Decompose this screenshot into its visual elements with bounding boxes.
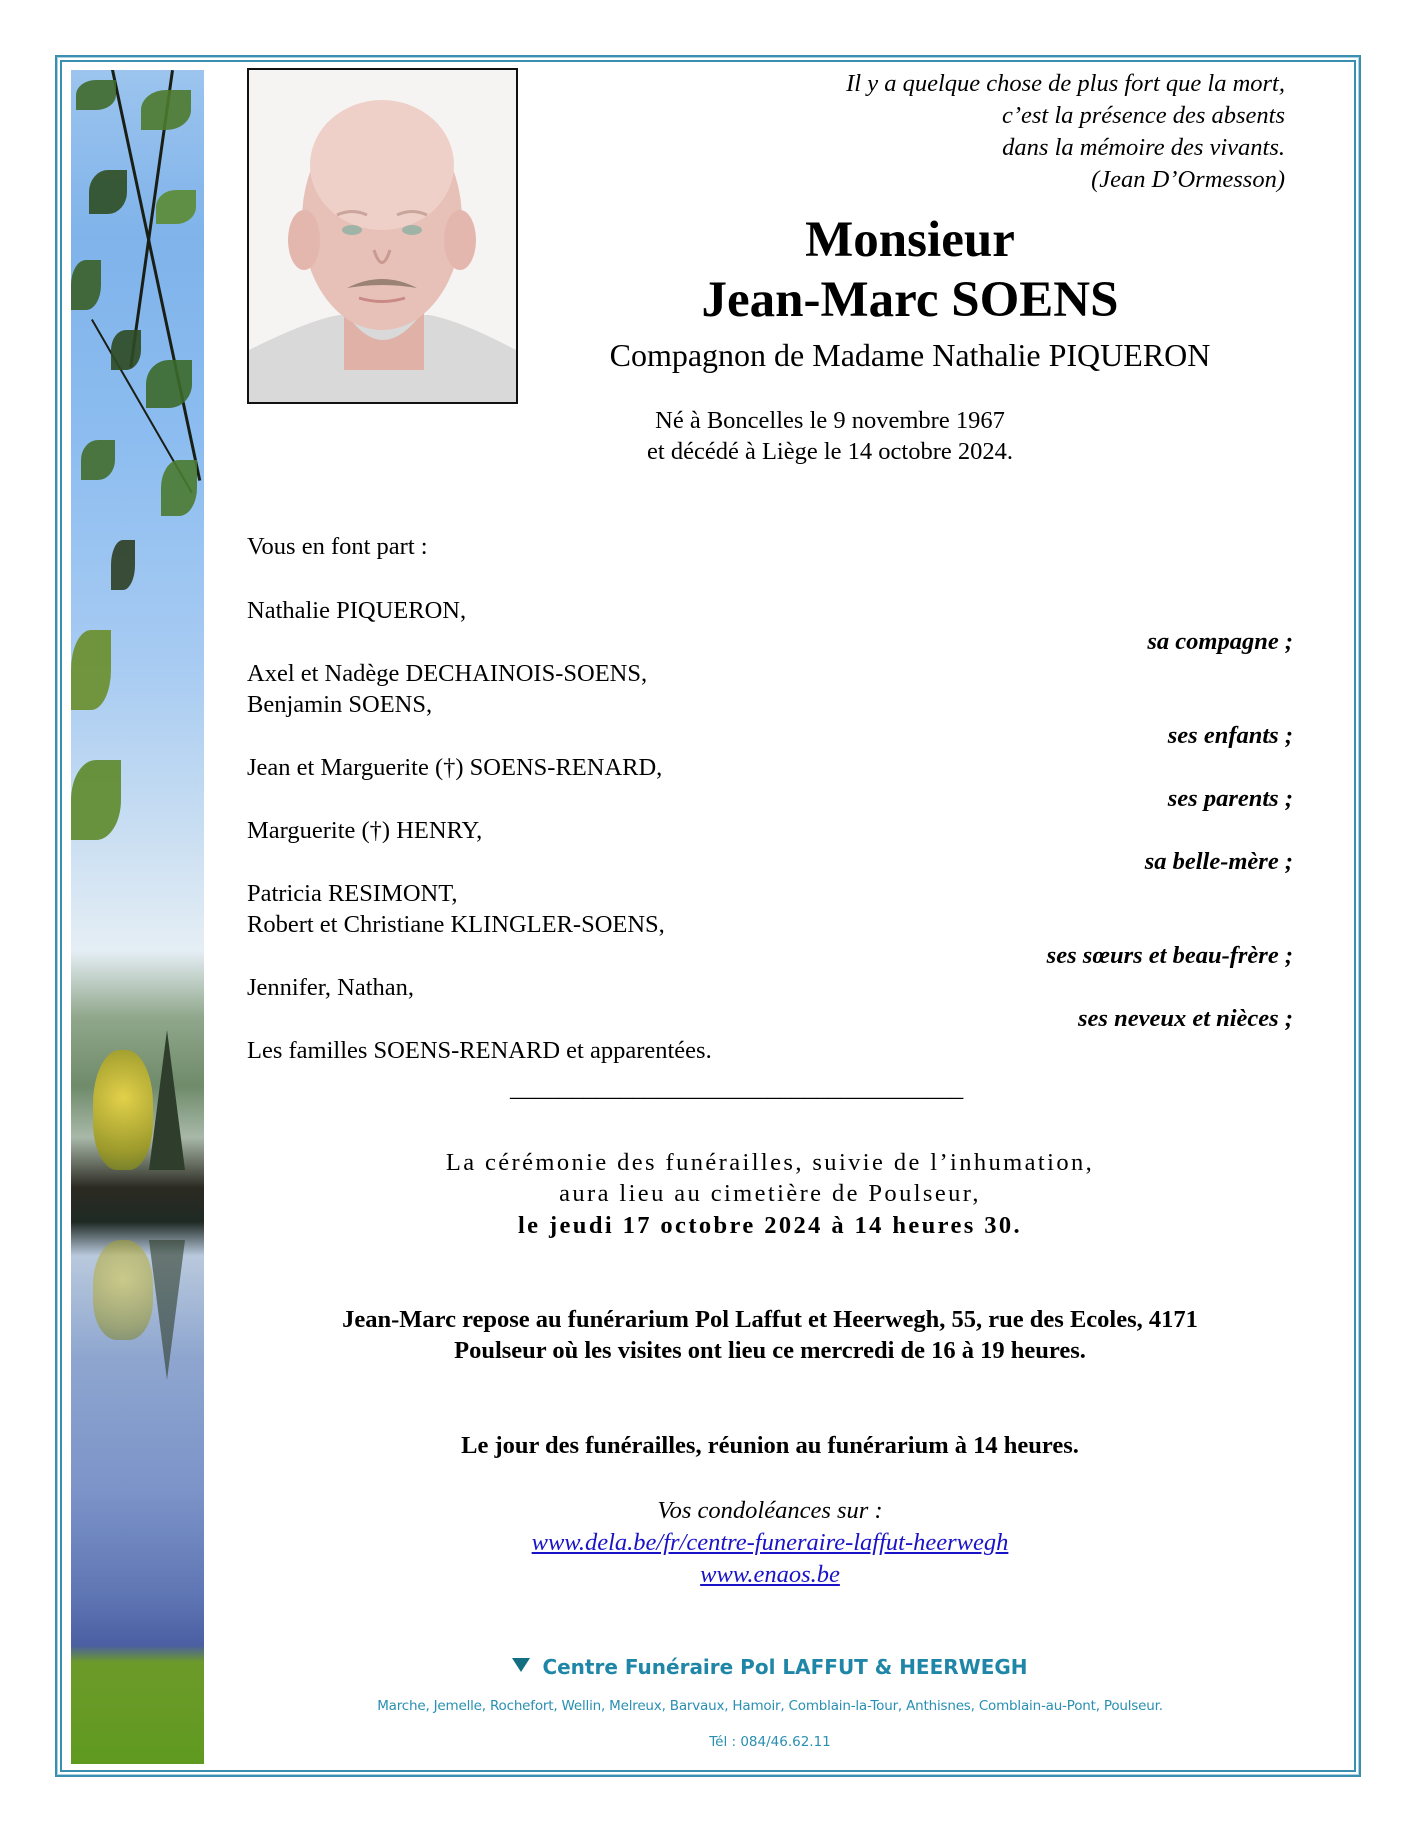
leaf-shape	[111, 540, 135, 590]
family-relation: sa compagne ;	[1147, 628, 1293, 655]
portrait-photo	[247, 68, 518, 404]
leaf-shape	[76, 80, 116, 110]
ceremony-date: le jeudi 17 octobre 2024 à 14 heures 30.	[517, 1212, 1023, 1239]
deceased-name: Jean-Marc SOENS	[701, 272, 1119, 328]
leaf-shape	[146, 360, 192, 408]
ceremony-line: aura lieu au cimetière de Poulseur,	[559, 1180, 981, 1207]
leaf-shape	[111, 330, 141, 370]
family-relation: ses enfants ;	[1167, 722, 1293, 749]
family-name: Marguerite (†) HENRY,	[247, 817, 483, 844]
quote-line: c’est la présence des absents	[1001, 102, 1285, 129]
nature-photo-strip	[71, 70, 204, 1764]
leaf-shape	[71, 630, 111, 710]
visitation-line: Poulseur où les visites ont lieu ce mercredi de 16 à 19 heures.	[454, 1337, 1086, 1364]
family-name: Nathalie PIQUERON,	[247, 597, 467, 624]
leaf-shape	[71, 260, 101, 310]
yellow-tree-shape	[93, 1050, 153, 1170]
leaf-shape	[141, 90, 191, 130]
funeral-home-locations: Marche, Jemelle, Rochefort, Wellin, Melreux, Barvaux, Hamoir, Comblain-la-Tour, Anthisnes, Comblain-au-Pont, Poulseur.	[377, 1698, 1163, 1714]
family-relation: ses parents ;	[1167, 785, 1293, 812]
leaf-shape	[81, 440, 115, 480]
quote-line: dans la mémoire des vivants.	[1002, 134, 1285, 161]
family-name: Robert et Christiane KLINGLER-SOENS,	[247, 911, 665, 938]
portrait-illustration	[249, 70, 516, 402]
quote-author: (Jean D’Ormesson)	[1091, 166, 1285, 193]
ceremony-line: La cérémonie des funérailles, suivie de l’inhumation,	[445, 1149, 1095, 1176]
meeting-note: Le jour des funérailles, réunion au funérarium à 14 heures.	[461, 1432, 1079, 1459]
family-name: Patricia RESIMONT,	[247, 880, 458, 907]
condolences-label: Vos condoléances sur :	[657, 1497, 883, 1524]
visitation-line: Jean-Marc repose au funérarium Pol Laffut et Heerwegh, 55, rue des Ecoles, 4171	[342, 1306, 1198, 1333]
life-dates	[560, 405, 1100, 467]
leaf-shape	[89, 170, 127, 214]
funeral-home-phone: Tél : 084/46.62.11	[709, 1734, 831, 1750]
epigraph-quote	[846, 68, 1285, 196]
family-closing: Les familles SOENS-RENARD et apparentées.	[247, 1037, 712, 1064]
funeral-home-name: Centre Funéraire Pol LAFFUT & HEERWEGH	[542, 1655, 1028, 1679]
family-relation: ses sœurs et beau-frère ;	[1046, 942, 1293, 969]
leaf-shape	[156, 190, 196, 224]
death-line: et décédé à Liège le 14 octobre 2024.	[647, 438, 1013, 465]
family-name: Axel et Nadège DECHAINOIS-SOENS,	[247, 660, 648, 687]
birth-line: Né à Boncelles le 9 novembre 1967	[655, 407, 1005, 434]
partner-subtitle: Compagnon de Madame Nathalie PIQUERON	[609, 337, 1211, 373]
family-intro: Vous en font part :	[247, 533, 428, 560]
condolences-link-enaos[interactable]: www.enaos.be	[700, 1561, 840, 1588]
condolences-link-row	[247, 1559, 1293, 1591]
condolences-link-row	[247, 1527, 1293, 1559]
leaf-shape	[161, 460, 197, 516]
family-name: Benjamin SOENS,	[247, 691, 433, 718]
separator-line: _____________________________________	[510, 1075, 964, 1102]
family-relation: ses neveux et nièces ;	[1078, 1005, 1293, 1032]
quote-line: Il y a quelque chose de plus fort que la mort,	[846, 70, 1285, 97]
family-relation: sa belle-mère ;	[1144, 848, 1293, 875]
family-name: Jean et Marguerite (†) SOENS-RENARD,	[247, 754, 663, 781]
fir-reflection-shape	[149, 1240, 185, 1380]
family-name: Jennifer, Nathan,	[247, 974, 415, 1001]
condolences-link-dela[interactable]: www.dela.be/fr/centre-funeraire-laffut-heerwegh	[531, 1529, 1009, 1556]
funeral-home-brand	[247, 1654, 1293, 1680]
honorific: Monsieur	[805, 212, 1015, 268]
fir-tree-shape	[149, 1030, 185, 1170]
triangle-down-icon	[512, 1658, 530, 1672]
leaf-shape	[71, 760, 121, 840]
branch-shape	[111, 70, 201, 481]
tree-reflection-shape	[93, 1240, 153, 1340]
